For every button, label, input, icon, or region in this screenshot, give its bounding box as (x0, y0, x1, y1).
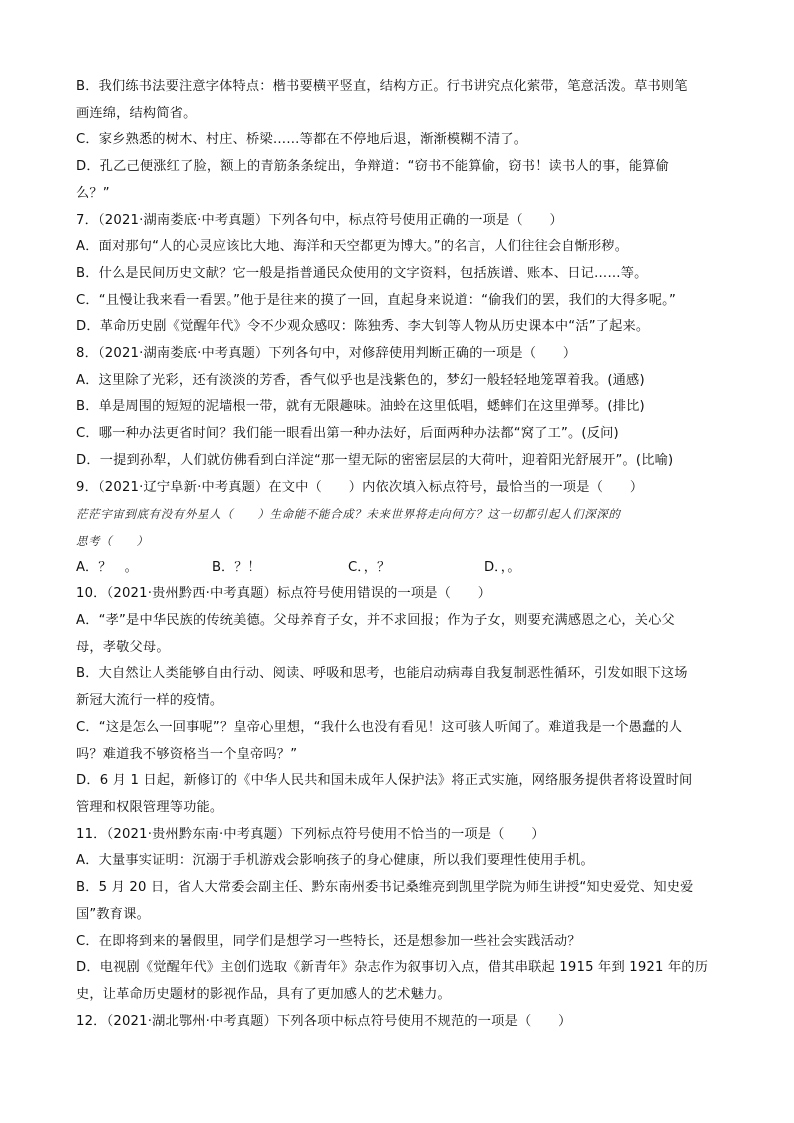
text-line: C．“且慢让我来看一看罢。”他于是往来的摸了一回，直起身来说道：“偷我们的罢，我们的大得多呢。” (76, 292, 676, 308)
text-line: C．在即将到来的暑假里，同学们是想学习一些特长，还是想参加一些社会实践活动？ (76, 933, 581, 949)
text-line: D．电视剧《觉醒年代》主创们选取《新青年》杂志作为叙事切入点，借其串联起 1915 年到 1921 年的历 (76, 960, 709, 976)
text-line: 新冠大流行一样的疫情。 (76, 693, 224, 709)
text-line: B．单是周围的短短的泥墙根一带，就有无限趣味。油蛉在这里低唱，蟋蟀们在这里弹琴。(排比) (76, 399, 645, 415)
text-line: D．革命历史剧《觉醒年代》令不少观众感叹：陈独秀、李大钊等人物从历史课本中“活”了起来。 (76, 319, 650, 335)
text-line: C．家乡熟悉的树木、村庄、桥梁……等都在不停地后退，渐渐模糊不清了。 (76, 132, 528, 148)
question-block-upper (76, 74, 721, 501)
text-line: B．5 月 20 日，省人大常委会副主任、黔东南州委书记桑维亮到凯里学院为师生讲授“知史爱党、知史爱 (76, 880, 694, 896)
text-line: D．6 月 1 日起，新修订的《中华人民共和国未成年人保护法》将正式实施，网络服务提供者将设置时间 (76, 773, 693, 789)
question-block-lower (76, 581, 721, 1035)
text-line: 11．（2021·贵州黔东南·中考真题）下列标点符号使用不恰当的一项是（ ） (76, 826, 545, 842)
text-line: 母，孝敬父母。 (76, 639, 170, 655)
text-line: 吗？难道我不够资格当一个皇帝吗？” (76, 746, 298, 762)
text-line: B．什么是民间历史文献？它一般是指普通民众使用的文字资料，包括族谱、账本、日记……等。 (76, 265, 648, 281)
text-line: B．大自然让人类能够自由行动、阅读、呼吸和思考，也能启动病毒自我复制恶性循环，引发如眼下这场 (76, 666, 688, 682)
text-line: 画连绵，结构简省。 (76, 105, 197, 121)
q9-option-d: D．，。 (484, 559, 521, 575)
q9-option-c: C．，？ (348, 559, 391, 575)
text-line: A．面对那句“人的心灵应该比大地、海洋和天空都更为博大。”的名言，人们往往会自惭形秽。 (76, 239, 629, 255)
text-line: 12．（2021·湖北鄂州·中考真题）下列各项中标点符号使用不规范的一项是（ ） (76, 1013, 572, 1029)
text-line: 史，让革命历史题材的影视作品，具有了更加感人的艺术魅力。 (76, 986, 451, 1002)
q9-passage (76, 501, 721, 554)
q9-option-b: B．？！ (212, 559, 261, 575)
text-line: 管理和权限管理等功能。 (76, 799, 224, 815)
text-line: D．一提到孙犁，人们就仿佛看到白洋淀“那一望无际的密密层层的大荷叶，迎着阳光舒展开”。(比喻) (76, 452, 674, 468)
text-line: A．“孝”是中华民族的传统美德。父母养育子女，并不求回报；作为子女，则要充满感恩之心，关心父 (76, 613, 675, 629)
text-line: A．大量事实证明：沉溺于手机游戏会影响孩子的身心健康，所以我们要理性使用手机。 (76, 853, 594, 869)
q9-passage-line: 思考（ ） (76, 533, 149, 548)
q9-options (76, 555, 721, 582)
document-page (76, 74, 721, 1035)
text-line: C．哪一种办法更省时间？我们能一眼看出第一种办法好，后面两种办法都“窝了工”。(反问) (76, 426, 619, 442)
text-line: C．“这是怎么一回事呢”？皇帝心里想，“我什么也没有看见！这可骇人听闻了。难道我是一个愚蠢的人 (76, 719, 683, 735)
text-line: 8．（2021·湖南娄底·中考真题）下列各句中，对修辞使用判断正确的一项是（ ） (76, 346, 577, 362)
text-line: 7．（2021·湖南娄底·中考真题）下列各句中，标点符号使用正确的一项是（ ） (76, 212, 563, 228)
text-line: 9．（2021·辽宁阜新·中考真题）在文中（ ）内依次填入标点符号，最恰当的一项是（ ） (76, 479, 644, 495)
q9-option-a: A．？ 。 (76, 559, 138, 575)
text-line: 国”教育课。 (76, 906, 150, 922)
text-line: 10．（2021·贵州黔西·中考真题）标点符号使用错误的一项是（ ） (76, 586, 492, 602)
text-line: A．这里除了光彩，还有淡淡的芳香，香气似乎也是浅紫色的，梦幻一般轻轻地笼罩着我。(通感) (76, 372, 645, 388)
text-line: B．我们练书法要注意字体特点：楷书要横平竖直，结构方正。行书讲究点化萦带，笔意活泼。草书则笔 (76, 79, 688, 94)
q9-passage-line: 茫茫宇宙到底有没有外星人（ ）生命能不能合成？未来世界将走向何方？这一切都引起人们深深的 (76, 507, 621, 522)
text-line: D．孔乙己便涨红了脸，额上的青筋条条绽出，争辩道：“窃书不能算偷，窃书！读书人的事，能算偷 (76, 159, 670, 175)
text-line: 么？” (76, 185, 110, 201)
